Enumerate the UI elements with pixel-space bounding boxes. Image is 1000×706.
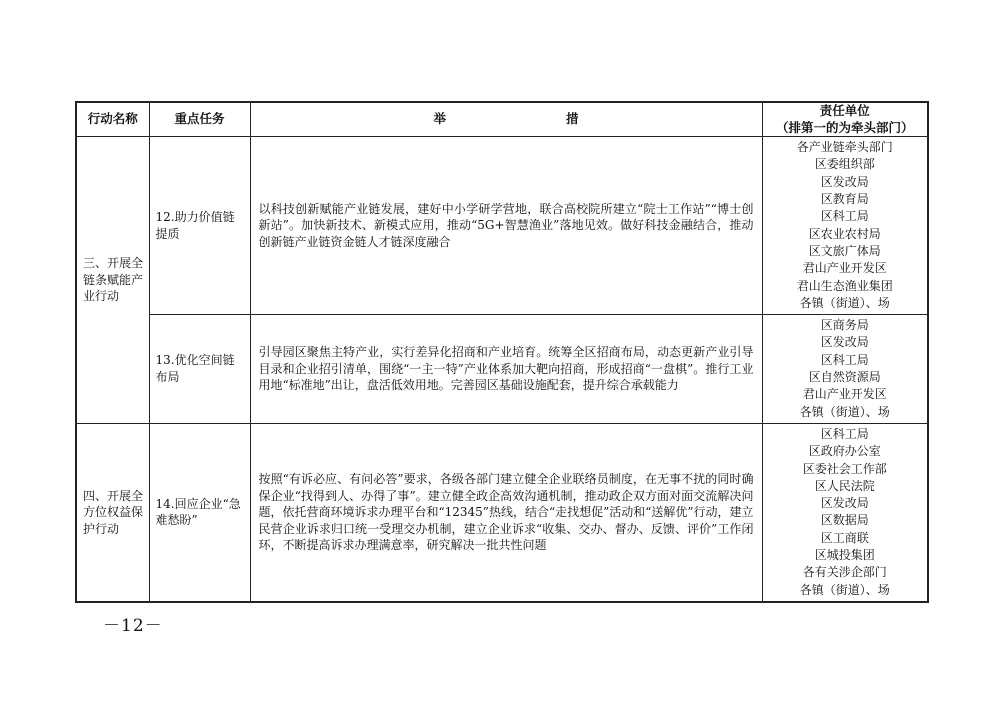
list-item: 区农业农村局 (808, 226, 881, 241)
header-action-name: 行动名称 (76, 102, 149, 137)
list-item: 君山生态渔业集团 (796, 278, 893, 293)
list-item: 各镇（街道）、场 (799, 582, 890, 597)
list-item: 君山产业开发区 (802, 261, 887, 276)
list-item: 各镇（街道）、场 (799, 295, 890, 310)
header-measures (250, 102, 762, 137)
list-item: 区发改局 (820, 496, 869, 511)
measure-cell: 引导园区聚焦主特产业，实行差异化招商和产业培育。统筹全区招商布局，动态更新产业引导目录和企业招引清单，围绕“一主一特”产业体系加大靶向招商，形成招商“一盘棋”。推行工业用地“标准地”出让，盘活低效用地。完善园区基础设施配套，提升综合承载能力 (250, 315, 762, 424)
action-name-cell: 三、开展全链条赋能产业行动 (76, 137, 149, 424)
list-item: 区工商联 (820, 530, 869, 545)
list-item: 区发改局 (820, 335, 869, 350)
table-row (76, 423, 928, 601)
list-item: 各有关涉企部门 (802, 565, 887, 580)
header-measures-char-1: 举 (433, 111, 446, 127)
list-item: 区科工局 (820, 209, 869, 224)
page-number: －12－ (103, 616, 163, 636)
measure-cell: 以科技创新赋能产业链发展，建好中小学研学营地，联合高校院所建立“院士工作站”“博士创新站”。加快新技术、新模式应用，推动“5G+智慧渔业”落地见效。做好科技金融结合，推动创新链产业链资金链人才链深度融合 (250, 137, 762, 315)
responsible-unit-list (763, 426, 928, 599)
responsible-unit-cell (762, 137, 928, 315)
list-item: 区科工局 (820, 426, 869, 441)
table-row (76, 315, 928, 424)
table-row (76, 137, 928, 315)
list-item: 区人民法院 (814, 478, 875, 493)
header-responsible-unit (762, 102, 928, 137)
action-plan-table (75, 101, 929, 603)
list-item: 区商务局 (820, 318, 869, 333)
list-item: 区委社会工作部 (802, 461, 887, 476)
list-item: 区数据局 (820, 513, 869, 528)
list-item: 各产业链牵头部门 (796, 140, 893, 155)
header-responsible-unit-note: （排第一的为牵头部门） (775, 119, 914, 135)
key-task-cell: 14.回应企业“急难愁盼” (149, 423, 250, 601)
responsible-unit-cell (762, 315, 928, 424)
header-responsible-unit-title: 责任单位 (819, 103, 870, 118)
responsible-unit-cell (762, 423, 928, 601)
list-item: 区科工局 (820, 352, 869, 367)
list-item: 区发改局 (820, 174, 869, 189)
table-header-row (76, 102, 928, 137)
responsible-unit-list (763, 139, 928, 312)
responsible-unit-list (763, 317, 928, 421)
list-item: 区自然资源局 (808, 370, 881, 385)
action-table-container (75, 101, 927, 603)
list-item: 区委组织部 (814, 157, 875, 172)
list-item: 各镇（街道）、场 (799, 404, 890, 419)
header-key-task: 重点任务 (149, 102, 250, 137)
header-measures-char-2: 措 (566, 111, 579, 127)
list-item: 区文旅广体局 (808, 243, 881, 258)
list-item: 区城投集团 (814, 548, 875, 563)
key-task-cell: 12.助力价值链提质 (149, 137, 250, 315)
list-item: 区政府办公室 (808, 444, 881, 459)
list-item: 区教育局 (820, 192, 869, 207)
key-task-cell: 13.优化空间链布局 (149, 315, 250, 424)
action-name-cell: 四、开展全方位权益保护行动 (76, 423, 149, 601)
measure-cell: 按照“有诉必应、有问必答”要求，各级各部门建立健全企业联络员制度，在无事不扰的同时确保企业“找得到人、办得了事”。建立健全政企高效沟通机制，推动政企双方面对面交流解决问题，依托营商环境诉求办理平台和“12345”热线，结合“走找想促”活动和“送解优”行动，建立民营企业诉求归口统一受理交办机制，建立企业诉求“收集、交办、督办、反馈、评价”工作闭环，不断提高诉求办理满意率，研究解决一批共性问题 (250, 423, 762, 601)
list-item: 君山产业开发区 (802, 387, 887, 402)
